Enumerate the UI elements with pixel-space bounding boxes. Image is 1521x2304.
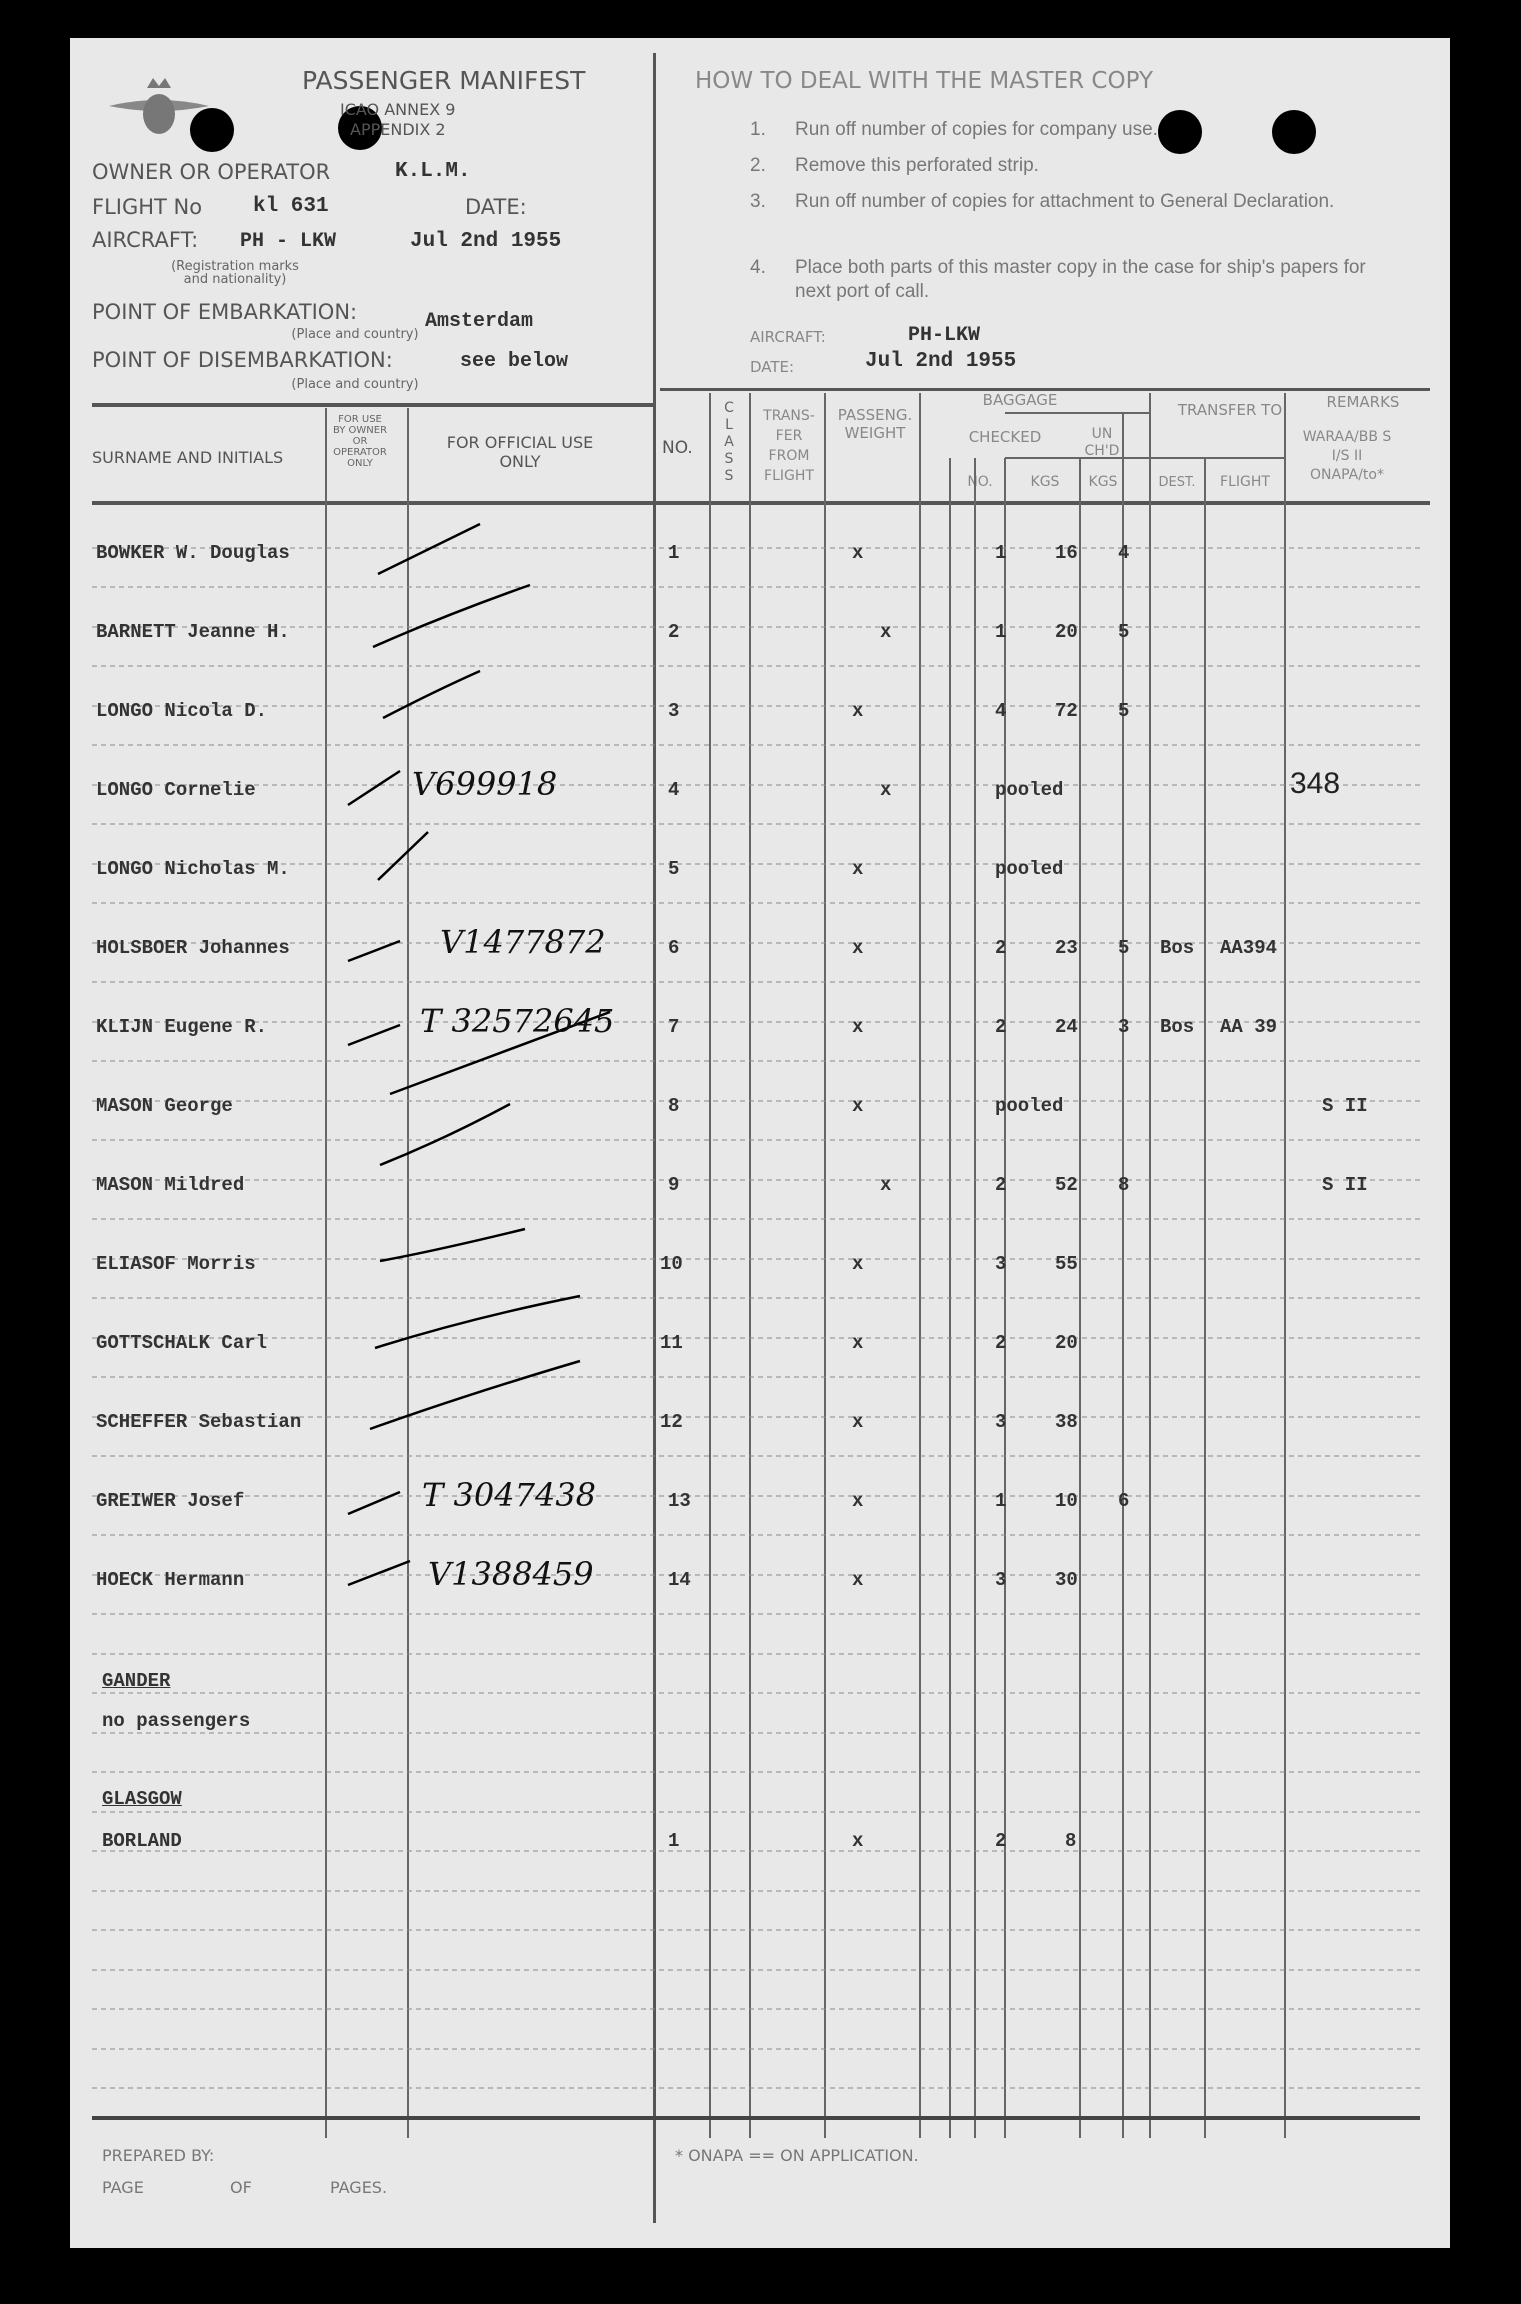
table-row <box>70 1385 1450 1464</box>
owner-value: K.L.M. <box>395 160 471 183</box>
bag-count: 2 <box>995 1830 1007 1852</box>
unchecked-kgs: 5 <box>1118 700 1130 722</box>
weight-mark: x <box>852 1253 864 1275</box>
row-number: 5 <box>668 858 680 880</box>
flight-label: FLIGHT No <box>92 195 203 219</box>
official-check-stroke <box>365 1355 625 1435</box>
weight-mark: x <box>852 1411 864 1433</box>
remarks-value: 348 <box>1290 767 1341 800</box>
passenger-name: GOTTSCHALK Carl <box>96 1332 268 1354</box>
table-row <box>70 990 1450 1069</box>
weight-mark: x <box>880 779 892 801</box>
row-number: 9 <box>668 1174 680 1196</box>
col-dest: DEST. <box>1158 475 1196 490</box>
table-row <box>70 595 1450 674</box>
col-unchd: UN CH'D <box>1084 426 1120 459</box>
table-row <box>70 832 1450 911</box>
bag-count: 1 <box>995 542 1007 564</box>
bag-count: 3 <box>995 1411 1007 1433</box>
row-number: 7 <box>668 1016 680 1038</box>
gander-note: no passengers <box>102 1710 251 1732</box>
bag-kgs: 55 <box>1055 1253 1078 1275</box>
official-check-stroke <box>340 1543 420 1613</box>
passenger-name: BOWKER W. Douglas <box>96 542 290 564</box>
bag-kgs: 8 <box>1065 1830 1077 1852</box>
remarks-value: S II <box>1322 1095 1368 1117</box>
weight-mark: x <box>852 700 864 722</box>
col-class: CLASS <box>724 400 734 484</box>
passport-number: T 3047438 <box>422 1476 597 1514</box>
prepared-by-label: PREPARED BY: <box>102 2146 215 2165</box>
official-check-stroke <box>370 822 610 892</box>
col-kgs: KGS <box>1030 474 1060 490</box>
bag-kgs: 72 <box>1055 700 1078 722</box>
col-remarks-sub: WARAA/BB S I/S II ONAPA/to* <box>1302 429 1392 483</box>
weight-mark: x <box>880 621 892 643</box>
bag-count: 3 <box>995 1253 1007 1275</box>
bag-count: 1 <box>995 621 1007 643</box>
official-check-stroke <box>340 1464 420 1534</box>
annex-label: ICAO ANNEX 9 <box>340 100 456 119</box>
passenger-name: ELIASOF Morris <box>96 1253 256 1275</box>
table-row <box>70 1069 1450 1148</box>
flight-value: kl 631 <box>253 195 329 218</box>
table-row <box>70 1543 1450 1622</box>
weight-mark: x <box>880 1174 892 1196</box>
weight-mark: x <box>852 937 864 959</box>
bag-count: pooled <box>995 858 1064 880</box>
passenger-name: BORLAND <box>102 1830 182 1852</box>
table-row <box>70 911 1450 990</box>
passenger-name: MASON George <box>96 1095 233 1117</box>
instruction-num: 1. <box>750 119 766 140</box>
passenger-name: LONGO Nicholas M. <box>96 858 290 880</box>
passport-number: T 32572645 <box>420 1002 615 1040</box>
registration-note: (Registration marks and nationality) <box>171 259 299 287</box>
row-number: 4 <box>668 779 680 801</box>
passenger-name: LONGO Cornelie <box>96 779 256 801</box>
table-row <box>70 753 1450 832</box>
weight-mark: x <box>852 1332 864 1354</box>
place-note: (Place and country) <box>291 327 419 342</box>
aircraft-value: PH - LKW <box>240 230 337 253</box>
passenger-name: HOECK Hermann <box>96 1569 245 1591</box>
row-number: 11 <box>660 1332 683 1354</box>
gander-heading: GANDER <box>102 1670 171 1692</box>
passenger-name: HOLSBOER Johannes <box>96 937 290 959</box>
master-date-value: Jul 2nd 1955 <box>865 350 1017 373</box>
col-for-use: FOR USE BY OWNER OR OPERATOR ONLY <box>332 414 388 469</box>
place-note: (Place and country) <box>291 377 419 392</box>
col-baggage: BAGGAGE <box>982 391 1058 409</box>
instruction-text: Run off number of copies for company use. <box>795 119 1158 140</box>
instruction-text: Remove this perforated strip. <box>795 155 1039 176</box>
weight-mark: x <box>852 1830 864 1852</box>
bag-kgs: 30 <box>1055 1569 1078 1591</box>
col-official: FOR OFFICIAL USE ONLY <box>446 433 594 471</box>
passport-number: V1477872 <box>440 923 606 961</box>
pages-label: PAGES. <box>330 2178 388 2197</box>
aircraft-label: AIRCRAFT: <box>92 228 199 252</box>
official-check-stroke <box>340 753 420 823</box>
bag-kgs: 23 <box>1055 937 1078 959</box>
bag-count: pooled <box>995 779 1064 801</box>
bag-count: 4 <box>995 700 1007 722</box>
passport-number: V699918 <box>412 765 558 803</box>
bag-count: 2 <box>995 1332 1007 1354</box>
col-transfer-to: TRANSFER TO <box>1177 401 1283 419</box>
official-check-stroke <box>340 911 420 981</box>
date-value: Jul 2nd 1955 <box>410 230 562 253</box>
passenger-name: GREIWER Josef <box>96 1490 245 1512</box>
page-label: PAGE <box>102 2178 144 2197</box>
row-number: 13 <box>668 1490 691 1512</box>
bag-count: 2 <box>995 937 1007 959</box>
col-bag-no: NO. <box>967 474 993 490</box>
row-number: 2 <box>668 621 680 643</box>
row-number: 3 <box>668 700 680 722</box>
col-pass-weight: PASSENG. WEIGHT <box>837 406 913 442</box>
official-check-stroke <box>375 666 615 736</box>
bag-kgs: 20 <box>1055 1332 1078 1354</box>
weight-mark: x <box>852 1490 864 1512</box>
transfer-flight: AA394 <box>1220 937 1278 959</box>
glasgow-heading: GLASGOW <box>102 1788 182 1810</box>
col-checked: CHECKED <box>968 428 1042 446</box>
manifest-title: PASSENGER MANIFEST <box>302 66 586 95</box>
table-row <box>70 1306 1450 1385</box>
unchecked-kgs: 5 <box>1118 621 1130 643</box>
master-aircraft-value: PH-LKW <box>908 324 981 347</box>
unchecked-kgs: 6 <box>1118 1490 1130 1512</box>
row-number: 1 <box>668 1830 680 1852</box>
bag-kgs: 24 <box>1055 1016 1078 1038</box>
weight-mark: x <box>852 1016 864 1038</box>
row-number: 10 <box>660 1253 683 1275</box>
bag-count: 2 <box>995 1174 1007 1196</box>
weight-mark: x <box>852 858 864 880</box>
table-row <box>70 516 1450 595</box>
passenger-name: BARNETT Jeanne H. <box>96 621 290 643</box>
transfer-flight: AA 39 <box>1220 1016 1278 1038</box>
appendix-label: APPENDIX 2 <box>350 120 446 139</box>
col-unchd-kgs: KGS <box>1088 474 1118 490</box>
table-row <box>70 1227 1450 1306</box>
date-label: DATE: <box>465 195 527 219</box>
row-number: 6 <box>668 937 680 959</box>
instruction-num: 2. <box>750 155 766 176</box>
row-number: 14 <box>668 1569 691 1591</box>
onapa-note: * ONAPA == ON APPLICATION. <box>675 2146 919 2165</box>
bag-kgs: 52 <box>1055 1174 1078 1196</box>
weight-mark: x <box>852 1095 864 1117</box>
col-remarks: REMARKS <box>1326 393 1400 411</box>
bag-count: 3 <box>995 1569 1007 1591</box>
instruction-text: Place both parts of this master copy in the case for ship's papers for next port of call. <box>795 257 1366 302</box>
unchecked-kgs: 5 <box>1118 937 1130 959</box>
unchecked-kgs: 4 <box>1118 542 1130 564</box>
passenger-name: SCHEFFER Sebastian <box>96 1411 302 1433</box>
embarkation-value: Amsterdam <box>425 310 534 333</box>
disembarkation-value: see below <box>460 350 569 373</box>
table-row <box>70 1148 1450 1227</box>
weight-mark: x <box>852 542 864 564</box>
disembarkation-label: POINT OF DISEMBARKATION: <box>92 348 393 372</box>
official-check-stroke <box>365 575 605 655</box>
unchecked-kgs: 3 <box>1118 1016 1130 1038</box>
master-date-label: DATE: <box>750 358 795 376</box>
table-row <box>70 1464 1450 1543</box>
table-row <box>70 674 1450 753</box>
bag-kgs: 38 <box>1055 1411 1078 1433</box>
col-transfer-from: TRANS-FER FROM FLIGHT <box>763 408 815 484</box>
instruction-text: Run off number of copies for attachment to General Declaration. <box>795 191 1335 212</box>
master-copy-title: HOW TO DEAL WITH THE MASTER COPY <box>695 68 1154 94</box>
passenger-name: LONGO Nicola D. <box>96 700 268 722</box>
col-flight: FLIGHT <box>1220 474 1270 490</box>
row-number: 12 <box>660 1411 683 1433</box>
bag-count: 2 <box>995 1016 1007 1038</box>
bag-count: 1 <box>995 1490 1007 1512</box>
col-surname: SURNAME AND INITIALS <box>92 448 284 467</box>
owner-label: OWNER OR OPERATOR <box>92 160 331 184</box>
remarks-value: S II <box>1322 1174 1368 1196</box>
bag-kgs: 20 <box>1055 621 1078 643</box>
embarkation-label: POINT OF EMBARKATION: <box>92 300 358 324</box>
instruction-num: 4. <box>750 257 766 278</box>
passenger-name: MASON Mildred <box>96 1174 245 1196</box>
instruction-num: 3. <box>750 191 766 212</box>
transfer-dest: Bos <box>1160 937 1195 959</box>
of-label: OF <box>230 2178 252 2197</box>
passport-number: V1388459 <box>428 1555 594 1593</box>
master-aircraft-label: AIRCRAFT: <box>750 328 826 346</box>
unchecked-kgs: 8 <box>1118 1174 1130 1196</box>
weight-mark: x <box>852 1569 864 1591</box>
official-check-stroke <box>375 1221 615 1291</box>
bag-kgs: 10 <box>1055 1490 1078 1512</box>
manifest-sheet <box>70 38 1450 2248</box>
col-no: NO. <box>662 438 693 458</box>
row-number: 1 <box>668 542 680 564</box>
transfer-dest: Bos <box>1160 1016 1195 1038</box>
passenger-name: KLIJN Eugene R. <box>96 1016 268 1038</box>
bag-kgs: 16 <box>1055 542 1078 564</box>
row-number: 8 <box>668 1095 680 1117</box>
bag-count: pooled <box>995 1095 1064 1117</box>
